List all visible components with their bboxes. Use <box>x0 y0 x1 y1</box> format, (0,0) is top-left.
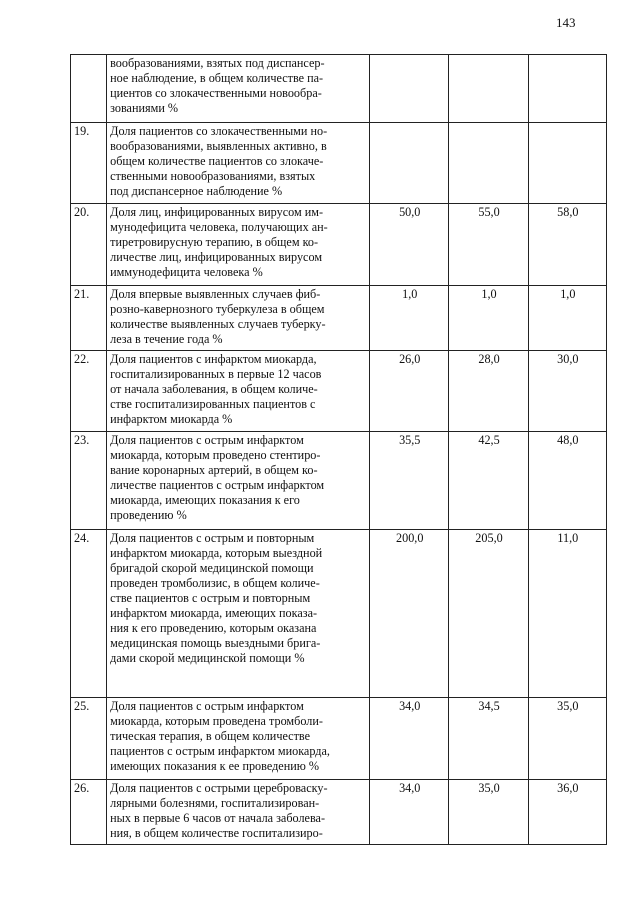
value-year-3 <box>528 123 606 204</box>
value-year-3: 36,0 <box>528 780 606 845</box>
value-year-1: 34,0 <box>370 698 449 780</box>
indicator-text-content: Доля лиц, инфицированных вирусом им- мунодефицита человека, получающих ан- тиретровирусную терапию, в общем ко- личестве лиц, инфицированных вирусом иммунодефицита человека % <box>110 205 328 279</box>
indicator-text-content: Доля пациентов с острыми цереброваску- лярными болезнями, госпитализирован- ных в первые 6 часов от начала заболева- ния, в общем количестве госпитализиро- <box>110 781 328 840</box>
row-number: 22. <box>71 351 107 432</box>
table-row <box>71 286 607 351</box>
indicator-text-content: Доля пациентов с инфарктом миокарда, госпитализированных в первые 12 часов от начала заболевания, в общем количе- стве госпитализированных пациентов с инфарктом миокарда % <box>110 352 322 426</box>
value-year-1 <box>370 55 449 123</box>
table-row <box>71 123 607 204</box>
value-year-3: 48,0 <box>528 432 606 530</box>
value-year-2 <box>449 123 528 204</box>
indicator-text-content: Доля пациентов со злокачественными но- вообразованиями, выявленных активно, в общем количестве пациентов со злокаче- ственными новообразованиями, взятых под диспансерное наблюдение % <box>110 124 328 198</box>
value-year-3: 30,0 <box>528 351 606 432</box>
indicator-text <box>107 780 370 845</box>
value-year-2: 1,0 <box>449 286 528 351</box>
indicator-text <box>107 55 370 123</box>
indicator-text <box>107 351 370 432</box>
indicator-text-content: Доля впервые выявленных случаев фиб- розно-кавернозного туберкулеза в общем количестве выявленных случаев туберку- леза в течение года % <box>110 287 326 346</box>
value-year-2: 205,0 <box>449 530 528 698</box>
table-row <box>71 351 607 432</box>
indicators-table <box>70 54 607 845</box>
value-year-3 <box>528 55 606 123</box>
indicator-text-content: вообразованиями, взятых под диспансер- ное наблюдение, в общем количестве па- циентов со злокачественными новообра- зованиями % <box>110 56 325 115</box>
value-year-3: 11,0 <box>528 530 606 698</box>
page-number: 143 <box>556 15 576 30</box>
row-number: 24. <box>71 530 107 698</box>
row-number <box>71 55 107 123</box>
value-year-3: 1,0 <box>528 286 606 351</box>
value-year-2: 28,0 <box>449 351 528 432</box>
value-year-1 <box>370 123 449 204</box>
row-number: 23. <box>71 432 107 530</box>
indicator-text <box>107 530 370 698</box>
value-year-2: 42,5 <box>449 432 528 530</box>
value-year-1: 200,0 <box>370 530 449 698</box>
indicator-text-content: Доля пациентов с острым инфарктом миокарда, которым проведено стентиро- вание коронарных артерий, в общем ко- личестве пациентов с острым инфарктом миокарда, имеющих показания к его проведению % <box>110 433 325 522</box>
indicator-text <box>107 204 370 286</box>
row-number: 26. <box>71 780 107 845</box>
value-year-1: 1,0 <box>370 286 449 351</box>
value-year-3: 58,0 <box>528 204 606 286</box>
value-year-1: 50,0 <box>370 204 449 286</box>
value-year-1: 26,0 <box>370 351 449 432</box>
indicator-text-content: Доля пациентов с острым инфарктом миокарда, которым проведена тромболи- тическая терапия, в общем количестве пациентов с острым инфарктом миокарда, имеющих показания к ее проведению % <box>110 699 330 773</box>
value-year-1: 35,5 <box>370 432 449 530</box>
value-year-3: 35,0 <box>528 698 606 780</box>
indicator-text-content: Доля пациентов с острым и повторным инфарктом миокарда, которым выездной бригадой скорой медицинской помощи проведен тромболизис, в общем количе- стве пациентов с острым и повторным инфарктом миокарда, имеющих показа- ния к его проведению, которым оказана медицинская помощь выездными брига- дами скорой медицинской помощи % <box>110 531 323 665</box>
table-row <box>71 204 607 286</box>
indicator-text <box>107 698 370 780</box>
value-year-2: 55,0 <box>449 204 528 286</box>
value-year-2: 35,0 <box>449 780 528 845</box>
value-year-1: 34,0 <box>370 780 449 845</box>
table-row <box>71 55 607 123</box>
indicator-text <box>107 432 370 530</box>
row-number: 19. <box>71 123 107 204</box>
table-row <box>71 780 607 845</box>
value-year-2 <box>449 55 528 123</box>
table-row <box>71 698 607 780</box>
value-year-2: 34,5 <box>449 698 528 780</box>
table-row <box>71 432 607 530</box>
row-number: 21. <box>71 286 107 351</box>
row-number: 25. <box>71 698 107 780</box>
row-number: 20. <box>71 204 107 286</box>
indicator-text <box>107 286 370 351</box>
table-row <box>71 530 607 698</box>
indicator-text <box>107 123 370 204</box>
